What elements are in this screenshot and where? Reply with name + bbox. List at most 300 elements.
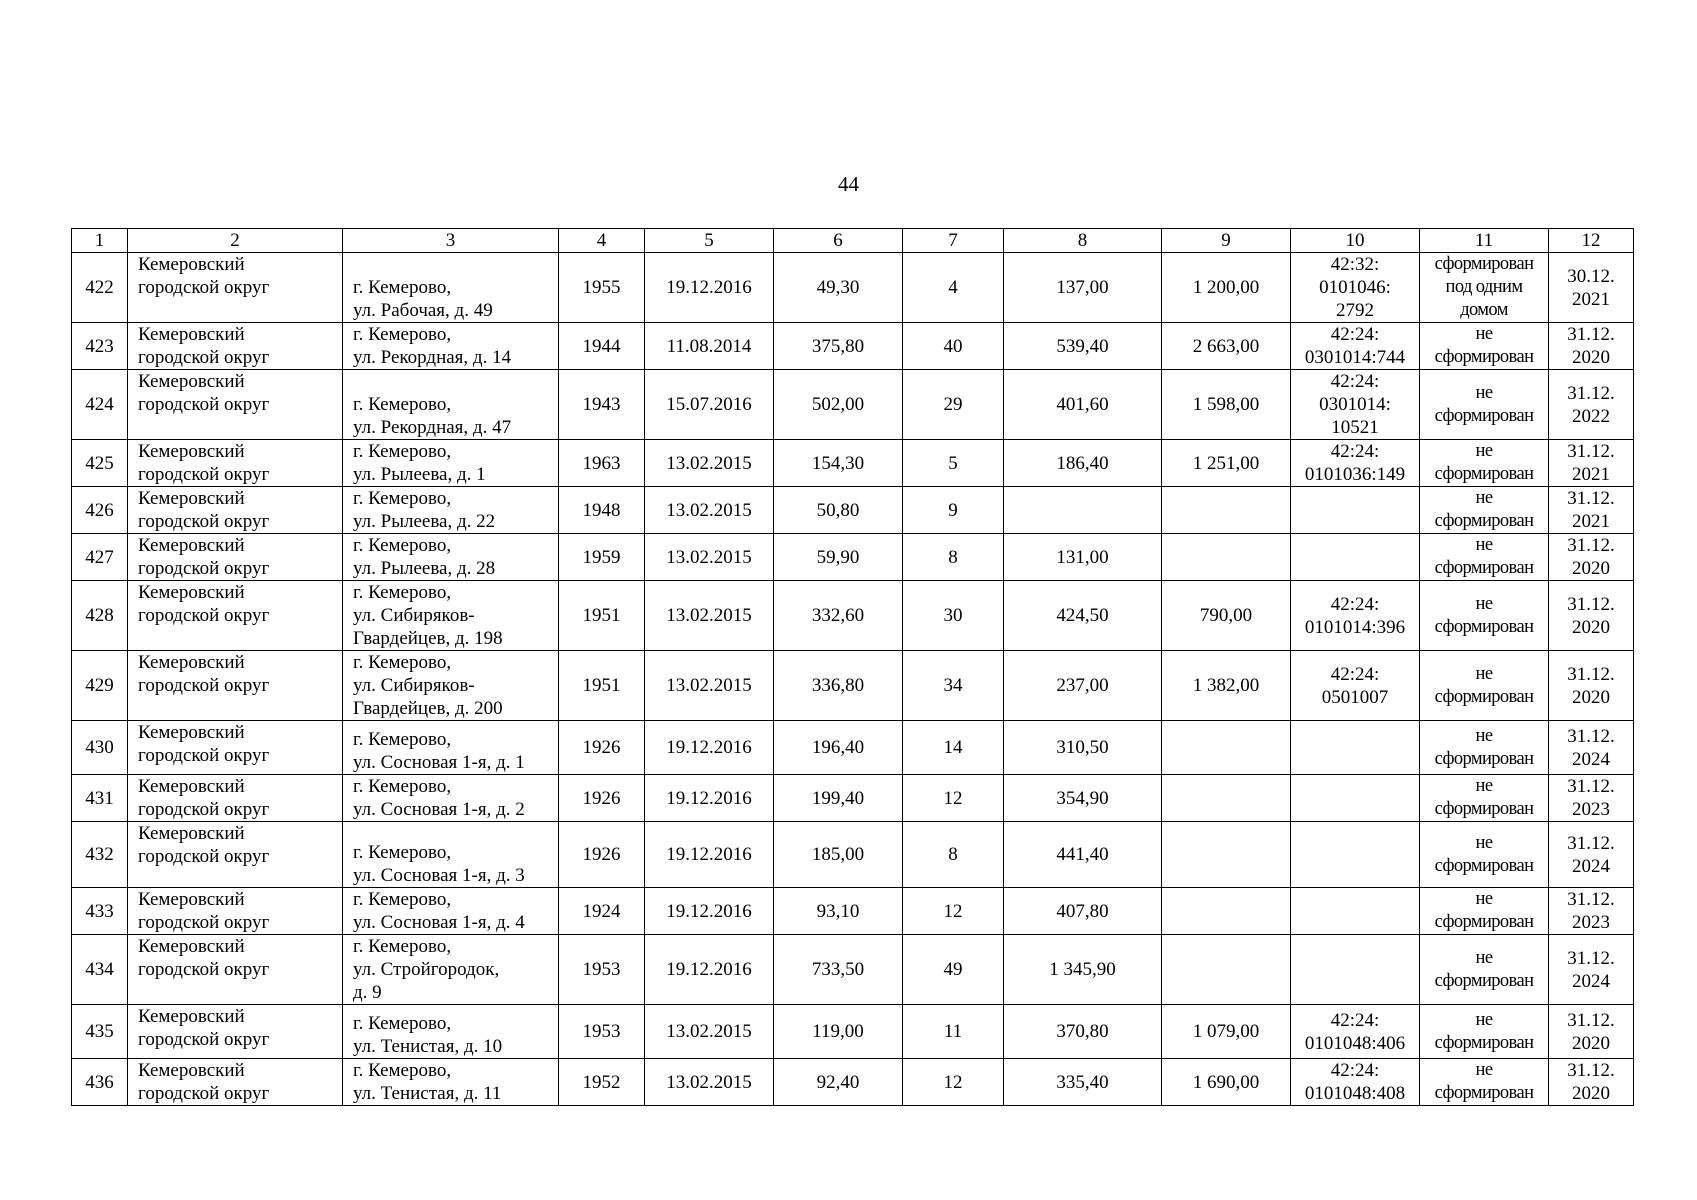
address-cell-line: ул. Рылеева, д. 22 — [353, 511, 496, 532]
deadline-cell — [1549, 775, 1634, 822]
date-cell: 19.12.2016 — [645, 935, 774, 1005]
column-number: 10 — [1291, 229, 1420, 253]
cadastral-cell-line: 2792 — [1336, 300, 1374, 321]
address-cell-line: ул. Рылеева, д. 28 — [353, 558, 496, 579]
cadastral-cell — [1291, 775, 1420, 822]
year-cell: 1951 — [559, 651, 645, 721]
area-cell: 199,40 — [774, 775, 903, 822]
row-number: 432 — [72, 822, 128, 888]
address-cell — [343, 253, 559, 323]
land-status-cell-line: сформирован — [1434, 970, 1534, 991]
district-cell-line: городской округ — [138, 745, 270, 766]
date-cell: 13.02.2015 — [645, 651, 774, 721]
address-cell-line: г. Кемерово, — [353, 535, 452, 556]
district-cell-line: Кемеровский — [138, 254, 245, 275]
address-cell — [343, 775, 559, 822]
table-row — [72, 370, 1634, 440]
area2-cell: 370,80 — [1004, 1005, 1162, 1059]
address-cell-line: ул. Тенистая, д. 10 — [353, 1036, 503, 1057]
table-row — [72, 1059, 1634, 1106]
address-cell-line: ул. Сосновая 1-я, д. 3 — [353, 865, 525, 886]
land-status-cell-line: не — [1475, 725, 1493, 746]
district-cell — [128, 935, 343, 1005]
deadline-cell-line: 2020 — [1572, 347, 1610, 368]
address-cell-line: ул. Рекордная, д. 47 — [353, 417, 512, 438]
cadastral-cell-line: 0501007 — [1321, 686, 1389, 708]
address-cell-line: г. Кемерово, — [353, 729, 452, 750]
year-cell: 1963 — [559, 440, 645, 487]
land-status-cell-line: не — [1475, 382, 1493, 403]
deadline-cell-line: 31.12. — [1567, 535, 1615, 556]
land-area-cell — [1162, 775, 1291, 822]
residents-cell: 14 — [903, 721, 1004, 775]
land-status-cell-line: не — [1475, 889, 1493, 909]
residents-cell: 29 — [903, 370, 1004, 440]
district-cell-line: Кемеровский — [138, 722, 245, 743]
district-cell-line: Кемеровский — [138, 823, 245, 844]
area2-cell: 401,60 — [1004, 370, 1162, 440]
column-number: 5 — [645, 229, 774, 253]
address-cell-line: ул. Стройгородок, — [353, 959, 500, 980]
district-cell-line: городской округ — [138, 1083, 270, 1104]
deadline-cell — [1549, 440, 1634, 487]
land-status-cell — [1420, 651, 1549, 721]
deadline-cell-line: 31.12. — [1567, 324, 1615, 345]
row-number: 424 — [72, 370, 128, 440]
area2-cell: 237,00 — [1004, 651, 1162, 721]
address-cell-line: ул. Сосновая 1-я, д. 2 — [353, 799, 525, 820]
row-number: 423 — [72, 323, 128, 370]
deadline-cell-line: 2020 — [1572, 616, 1610, 638]
deadline-cell-line: 2023 — [1572, 912, 1610, 933]
table-row — [72, 721, 1634, 775]
cadastral-cell — [1291, 253, 1420, 323]
address-cell-line: г. Кемерово, — [353, 776, 452, 797]
deadline-cell-line: 2021 — [1572, 288, 1610, 310]
cadastral-cell-line: 42:24: — [1330, 1060, 1380, 1081]
address-cell — [343, 1059, 559, 1106]
land-status-cell — [1420, 721, 1549, 775]
column-number: 11 — [1420, 229, 1549, 253]
district-cell-line: городской округ — [138, 959, 270, 980]
land-status-cell-line: сформирован — [1434, 558, 1534, 578]
row-number: 436 — [72, 1059, 128, 1106]
district-cell — [128, 487, 343, 534]
deadline-cell-line: 31.12. — [1567, 488, 1615, 509]
deadline-cell — [1549, 822, 1634, 888]
deadline-cell-line: 2020 — [1572, 558, 1610, 579]
residents-cell: 12 — [903, 888, 1004, 935]
land-area-cell: 1 382,00 — [1162, 651, 1291, 721]
year-cell: 1926 — [559, 822, 645, 888]
land-area-cell: 1 598,00 — [1162, 370, 1291, 440]
address-cell — [343, 651, 559, 721]
residents-cell: 5 — [903, 440, 1004, 487]
residents-cell: 34 — [903, 651, 1004, 721]
address-cell — [343, 440, 559, 487]
district-cell-line: Кемеровский — [138, 1006, 245, 1027]
cadastral-cell — [1291, 1005, 1420, 1059]
table-row — [72, 487, 1634, 534]
table-row — [72, 253, 1634, 323]
land-area-cell — [1162, 822, 1291, 888]
area-cell: 375,80 — [774, 323, 903, 370]
date-cell: 11.08.2014 — [645, 323, 774, 370]
deadline-cell — [1549, 370, 1634, 440]
district-cell-line: Кемеровский — [138, 582, 245, 603]
cadastral-cell-line: 0101014:396 — [1304, 616, 1406, 638]
district-cell — [128, 440, 343, 487]
district-cell-line: городской округ — [138, 675, 270, 696]
land-status-cell-line: сформирован — [1434, 799, 1534, 819]
year-cell: 1926 — [559, 775, 645, 822]
page-number: 44 — [838, 172, 859, 196]
land-status-cell-line: не — [1475, 832, 1493, 853]
residents-cell: 9 — [903, 487, 1004, 534]
area-cell: 185,00 — [774, 822, 903, 888]
land-status-cell — [1420, 581, 1549, 651]
row-number: 425 — [72, 440, 128, 487]
district-cell-line: Кемеровский — [138, 535, 245, 556]
deadline-cell-line: 31.12. — [1567, 593, 1615, 615]
area-cell: 92,40 — [774, 1059, 903, 1106]
district-cell-line: Кемеровский — [138, 1060, 245, 1081]
year-cell: 1924 — [559, 888, 645, 935]
address-cell — [343, 935, 559, 1005]
deadline-cell — [1549, 581, 1634, 651]
date-cell: 13.02.2015 — [645, 1059, 774, 1106]
address-cell-line: г. Кемерово, — [353, 889, 452, 910]
date-cell: 13.02.2015 — [645, 440, 774, 487]
address-cell — [343, 721, 559, 775]
deadline-cell — [1549, 253, 1634, 323]
table-row — [72, 822, 1634, 888]
housing-registry-table — [71, 228, 1634, 1106]
address-cell-line: ул. Тенистая, д. 11 — [353, 1083, 502, 1104]
district-cell-line: Кемеровский — [138, 371, 245, 392]
address-cell — [343, 534, 559, 581]
district-cell — [128, 721, 343, 775]
row-number: 430 — [72, 721, 128, 775]
table-row — [72, 440, 1634, 487]
deadline-cell — [1549, 1005, 1634, 1059]
area-cell: 119,00 — [774, 1005, 903, 1059]
area2-cell: 424,50 — [1004, 581, 1162, 651]
deadline-cell — [1549, 721, 1634, 775]
address-cell-line: г. Кемерово, — [353, 1013, 452, 1034]
land-status-cell-line: сформирован — [1434, 686, 1534, 707]
residents-cell: 40 — [903, 323, 1004, 370]
land-status-cell-line: не — [1475, 663, 1493, 684]
district-cell — [128, 1059, 343, 1106]
table-row — [72, 534, 1634, 581]
year-cell: 1944 — [559, 323, 645, 370]
land-status-cell-line: не — [1475, 1060, 1493, 1080]
date-cell: 13.02.2015 — [645, 534, 774, 581]
address-cell — [343, 1005, 559, 1059]
column-number: 9 — [1162, 229, 1291, 253]
deadline-cell-line: 2020 — [1572, 1083, 1610, 1104]
date-cell: 15.07.2016 — [645, 370, 774, 440]
area2-cell: 131,00 — [1004, 534, 1162, 581]
land-status-cell-line: сформирован — [1434, 1032, 1534, 1053]
address-cell-line: ул. Сосновая 1-я, д. 1 — [353, 752, 525, 773]
address-cell-line: ул. Рекордная, д. 14 — [353, 347, 512, 368]
deadline-cell-line: 2020 — [1572, 1032, 1610, 1054]
row-number: 435 — [72, 1005, 128, 1059]
address-cell-line: г. Кемерово, — [353, 1060, 452, 1081]
address-cell-line: ул. Сибиряков- — [353, 675, 475, 696]
cadastral-cell-line: 42:24: — [1330, 593, 1380, 615]
table-row — [72, 1005, 1634, 1059]
address-cell-line: Гвардейцев, д. 198 — [353, 628, 503, 649]
land-status-cell-line: не — [1475, 441, 1493, 461]
land-status-cell-line: сформирован — [1434, 405, 1534, 426]
column-number: 2 — [128, 229, 343, 253]
date-cell: 19.12.2016 — [645, 253, 774, 323]
district-cell-line: городской округ — [138, 511, 270, 532]
table-body — [72, 229, 1634, 1106]
year-cell: 1943 — [559, 370, 645, 440]
district-cell-line: городской округ — [138, 558, 270, 579]
district-cell-line: городской округ — [138, 464, 270, 485]
address-cell — [343, 370, 559, 440]
district-cell — [128, 1005, 343, 1059]
row-number: 433 — [72, 888, 128, 935]
row-number: 429 — [72, 651, 128, 721]
cadastral-cell — [1291, 1059, 1420, 1106]
deadline-cell — [1549, 487, 1634, 534]
date-cell: 19.12.2016 — [645, 822, 774, 888]
district-cell-line: Кемеровский — [138, 324, 245, 345]
land-status-cell-line: не — [1475, 324, 1493, 344]
cadastral-cell-line: 0301014: — [1319, 394, 1391, 415]
deadline-cell-line: 31.12. — [1567, 889, 1615, 910]
land-status-cell — [1420, 935, 1549, 1005]
area2-cell: 310,50 — [1004, 721, 1162, 775]
district-cell-line: Кемеровский — [138, 488, 245, 509]
deadline-cell — [1549, 935, 1634, 1005]
land-status-cell-line: сформирован — [1434, 855, 1534, 876]
address-cell-line: г. Кемерово, — [353, 277, 452, 298]
district-cell-line: Кемеровский — [138, 441, 245, 462]
land-status-cell — [1420, 1059, 1549, 1106]
table-row — [72, 775, 1634, 822]
column-number: 3 — [343, 229, 559, 253]
deadline-cell-line: 2024 — [1572, 855, 1610, 877]
deadline-cell-line: 2024 — [1572, 970, 1610, 992]
land-status-cell-line: сформирован — [1434, 748, 1534, 769]
row-number: 426 — [72, 487, 128, 534]
district-cell-line: городской округ — [138, 347, 270, 368]
address-cell-line: г. Кемерово, — [353, 842, 452, 863]
deadline-cell-line: 31.12. — [1567, 382, 1615, 404]
district-cell — [128, 822, 343, 888]
column-number: 8 — [1004, 229, 1162, 253]
land-area-cell — [1162, 888, 1291, 935]
land-status-cell — [1420, 775, 1549, 822]
row-number: 434 — [72, 935, 128, 1005]
land-status-cell — [1420, 253, 1549, 323]
address-cell — [343, 487, 559, 534]
district-cell-line: Кемеровский — [138, 652, 245, 673]
area-cell: 49,30 — [774, 253, 903, 323]
area2-cell: 407,80 — [1004, 888, 1162, 935]
table-row — [72, 323, 1634, 370]
deadline-cell-line: 2024 — [1572, 748, 1610, 770]
area2-cell: 186,40 — [1004, 440, 1162, 487]
area-cell: 50,80 — [774, 487, 903, 534]
year-cell: 1926 — [559, 721, 645, 775]
land-area-cell — [1162, 935, 1291, 1005]
date-cell: 19.12.2016 — [645, 888, 774, 935]
cadastral-cell — [1291, 651, 1420, 721]
cadastral-cell — [1291, 487, 1420, 534]
cadastral-cell — [1291, 935, 1420, 1005]
district-cell — [128, 888, 343, 935]
deadline-cell-line: 2021 — [1572, 464, 1610, 485]
district-cell-line: городской округ — [138, 1029, 270, 1050]
deadline-cell-line: 31.12. — [1567, 832, 1615, 854]
land-status-cell-line: не — [1475, 488, 1493, 508]
table-row — [72, 581, 1634, 651]
address-cell — [343, 581, 559, 651]
residents-cell: 4 — [903, 253, 1004, 323]
land-status-cell-line: не — [1475, 776, 1493, 796]
table-row — [72, 935, 1634, 1005]
district-cell — [128, 651, 343, 721]
land-status-cell-line: не — [1475, 947, 1493, 968]
area2-cell: 441,40 — [1004, 822, 1162, 888]
district-cell-line: Кемеровский — [138, 889, 245, 910]
cadastral-cell-line: 0301014:744 — [1304, 347, 1406, 368]
year-cell: 1952 — [559, 1059, 645, 1106]
district-cell-line: городской округ — [138, 912, 270, 933]
address-cell-line: г. Кемерово, — [353, 394, 452, 415]
land-status-cell-line: сформирован — [1434, 464, 1534, 484]
area2-cell: 354,90 — [1004, 775, 1162, 822]
cadastral-cell — [1291, 370, 1420, 440]
land-status-cell — [1420, 323, 1549, 370]
area-cell: 336,80 — [774, 651, 903, 721]
district-cell — [128, 534, 343, 581]
land-status-cell — [1420, 822, 1549, 888]
deadline-cell-line: 2023 — [1572, 799, 1610, 820]
table-row — [72, 651, 1634, 721]
cadastral-cell-line: 42:24: — [1330, 324, 1380, 345]
district-cell-line: Кемеровский — [138, 936, 245, 957]
address-cell-line: ул. Сосновая 1-я, д. 4 — [353, 912, 525, 933]
column-number: 7 — [903, 229, 1004, 253]
land-status-cell-line: сформирован — [1434, 1083, 1534, 1103]
deadline-cell-line: 31.12. — [1567, 441, 1615, 462]
area-cell: 154,30 — [774, 440, 903, 487]
row-number: 427 — [72, 534, 128, 581]
land-area-cell: 1 690,00 — [1162, 1059, 1291, 1106]
address-cell-line: г. Кемерово, — [353, 488, 452, 509]
land-area-cell — [1162, 721, 1291, 775]
land-status-cell — [1420, 1005, 1549, 1059]
cadastral-cell-line: 42:24: — [1330, 371, 1380, 392]
column-number: 12 — [1549, 229, 1634, 253]
date-cell: 13.02.2015 — [645, 1005, 774, 1059]
deadline-cell-line: 2020 — [1572, 686, 1610, 708]
land-area-cell: 1 200,00 — [1162, 253, 1291, 323]
land-status-cell-line: не — [1475, 1009, 1493, 1030]
row-number: 428 — [72, 581, 128, 651]
residents-cell: 49 — [903, 935, 1004, 1005]
area-cell: 59,90 — [774, 534, 903, 581]
land-area-cell: 1 251,00 — [1162, 440, 1291, 487]
cadastral-cell-line: 42:24: — [1330, 1009, 1380, 1031]
year-cell: 1951 — [559, 581, 645, 651]
land-status-cell-line: сформирован — [1434, 616, 1534, 637]
deadline-cell-line: 31.12. — [1567, 725, 1615, 747]
land-status-cell-line: сформирован — [1434, 347, 1534, 367]
deadline-cell — [1549, 651, 1634, 721]
cadastral-cell-line: 42:24: — [1330, 441, 1380, 462]
deadline-cell-line: 2021 — [1572, 511, 1610, 532]
district-cell-line: городской округ — [138, 605, 270, 626]
land-area-cell — [1162, 534, 1291, 581]
land-status-cell-line: не — [1475, 535, 1493, 555]
residents-cell: 12 — [903, 1059, 1004, 1106]
district-cell-line: городской округ — [138, 277, 270, 298]
date-cell: 13.02.2015 — [645, 581, 774, 651]
area-cell: 733,50 — [774, 935, 903, 1005]
cadastral-cell-line: 0101046: — [1319, 277, 1391, 298]
address-cell-line: д. 9 — [353, 982, 382, 1003]
residents-cell: 12 — [903, 775, 1004, 822]
district-cell — [128, 370, 343, 440]
land-status-cell — [1420, 534, 1549, 581]
address-cell — [343, 323, 559, 370]
area2-cell: 1 345,90 — [1004, 935, 1162, 1005]
address-cell — [343, 822, 559, 888]
address-cell-line: ул. Сибиряков- — [353, 605, 475, 626]
address-cell-line: ул. Рылеева, д. 1 — [353, 464, 486, 485]
cadastral-cell-line: 10521 — [1331, 417, 1379, 438]
area2-cell: 335,40 — [1004, 1059, 1162, 1106]
address-cell — [343, 888, 559, 935]
row-number: 431 — [72, 775, 128, 822]
land-area-cell: 1 079,00 — [1162, 1005, 1291, 1059]
cadastral-cell-line: 0101048:406 — [1304, 1032, 1406, 1054]
area-cell: 196,40 — [774, 721, 903, 775]
residents-cell: 8 — [903, 534, 1004, 581]
year-cell: 1955 — [559, 253, 645, 323]
column-number: 6 — [774, 229, 903, 253]
area2-cell: 137,00 — [1004, 253, 1162, 323]
land-area-cell: 790,00 — [1162, 581, 1291, 651]
land-status-cell-line: сформирован — [1434, 254, 1534, 274]
address-cell-line: г. Кемерово, — [353, 936, 452, 957]
district-cell — [128, 323, 343, 370]
land-status-cell-line: домом — [1460, 300, 1508, 320]
address-cell-line: г. Кемерово, — [353, 441, 452, 462]
area-cell: 502,00 — [774, 370, 903, 440]
row-number: 422 — [72, 253, 128, 323]
district-cell-line: городской округ — [138, 799, 270, 820]
cadastral-cell — [1291, 888, 1420, 935]
land-status-cell-line: под одним — [1445, 277, 1523, 297]
deadline-cell-line: 30.12. — [1567, 265, 1615, 287]
district-cell-line: городской округ — [138, 846, 270, 867]
land-status-cell-line: сформирован — [1434, 912, 1534, 932]
deadline-cell-line: 31.12. — [1567, 947, 1615, 969]
column-number: 1 — [72, 229, 128, 253]
date-cell: 19.12.2016 — [645, 775, 774, 822]
